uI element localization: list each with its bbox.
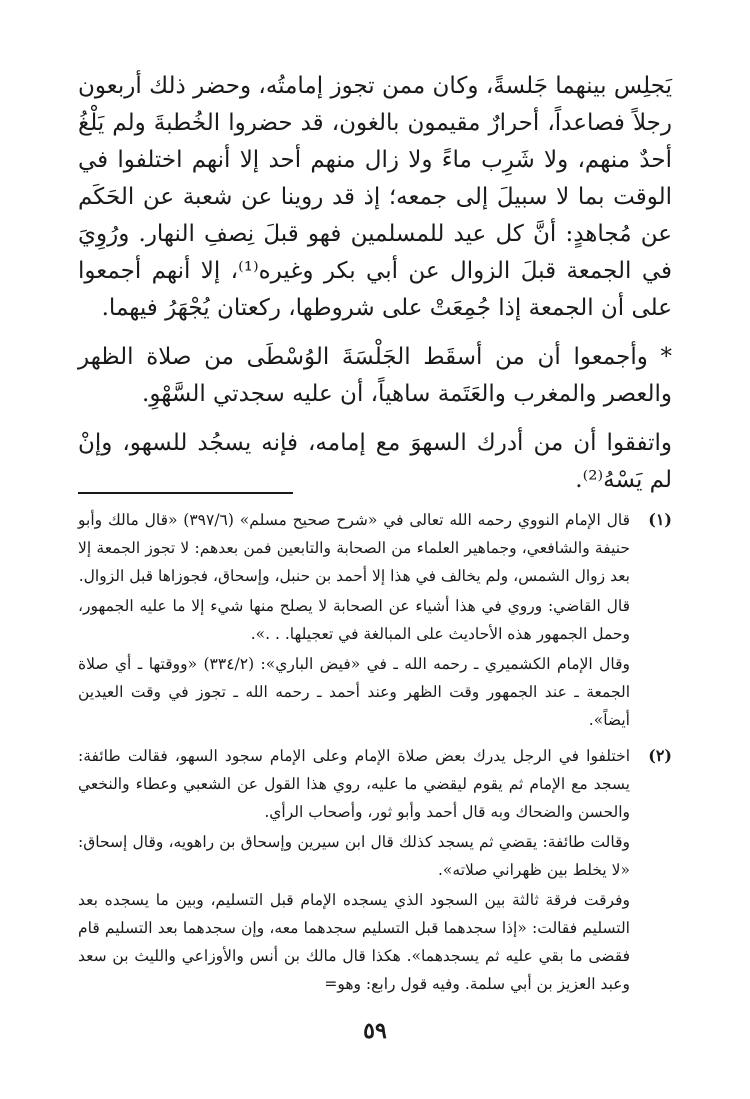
footnote-1-paragraph-1: قال الإمام النووي رحمه الله تعالى في «شرح صحيح مسلم» (٣٩٧/٦) «قال مالك وأبو حنيفة والشافعي، وجماهير العلماء من الصحابة والتابعين فمن بعدهم: لا تجوز الجمعة إلا بعد زوال الشمس، ولم يخالف في هذا إلا أحمد بن حنبل، وإسحاق، فجوزاها قبل الزوال. <box>78 511 630 585</box>
page-number: ٥٩ <box>363 1018 387 1044</box>
footnote-2-paragraph-2: وقالت طائفة: يقضي ثم يسجد كذلك قال ابن سيرين وإسحاق بن راهويه، وقال إسحاق: «لا يخلط بين ظهراني صلاته». <box>78 833 630 879</box>
footnote-2-number: (٢) <box>648 746 672 765</box>
footnote-1 <box>78 506 672 736</box>
footnote-2 <box>78 742 672 1000</box>
footnote-2-body <box>78 742 630 1000</box>
main-paragraph-1: يَجلِس بينهما جَلسةً، وكان ممن تجوز إمامتُه، وحضر ذلك أربعون رجلاً فصاعداً، أحرارٌ مقيمون بالغون، قد حضروا الخُطبةَ ولم يَلْغُ أحدٌ منهم، ولا شَرِب ماءً ولا زال منهم أحد إلا أنهم اختلفوا في الوقت بما لا سبيلَ إلى جمعه؛ إذ قد روينا عن شعبة عن الحَكَم عن مُجاهدٍ: أنَّ كل عيد للمسلمين فهو قبلَ نِصفِ النهار. ورُوِيَ في الجمعة قبلَ الزوال عن أبي بكر وغيره⁽¹⁾، إلا أنهم أجمعوا على أن الجمعة إذا جُمِعَتْ على شروطها، ركعتان يُجْهَرُ فيهما. <box>78 73 673 321</box>
footnote-separator <box>78 492 293 494</box>
footnote-1-number: (١) <box>648 510 672 529</box>
footnote-1-body <box>78 506 630 736</box>
footnote-2-paragraph-3: وفرقت فرقة ثالثة بين السجود الذي يسجده الإمام قبل التسليم، وبين ما يسجده بعد التسليم فقالت: «إذا سجدهما قبل التسليم سجدهما معه، وإن سجدهما بعد التسليم قام فقضى ما بقي عليه ثم يسجدهما». هكذا قال مالك بن أنس والأوزاعي والليث بن سعد وعبد العزيز بن أبي سلمة. وفيه قول رابع: وهو= <box>78 891 630 993</box>
footnote-1-paragraph-3: وقال الإمام الكشميري ـ رحمه الله ـ في «فيض الباري»: (٣٣٤/٢) «ووقتها ـ أي صلاة الجمعة ـ عند الجمهور وقت الظهر وعند أحمد ـ رحمه الله ـ تجوز في وقت العيدين أيضاً». <box>78 655 630 729</box>
footnote-2-paragraph-1: اختلفوا في الرجل يدرك بعض صلاة الإمام وعلى الإمام سجود السهو، فقالت طائفة: يسجد مع الإمام ثم يقوم ليقضي ما عليه، روي هذا القول عن الشعبي وعطاء والنخعي والحسن والضحاك وبه قال أحمد وأبو ثور، وأصحاب الرأي. <box>78 747 630 821</box>
footnote-1-paragraph-2: قال القاضي: وروي في هذا أشياء عن الصحابة لا يصلح منها شيء إلا ما عليه الجمهور، وحمل الجمهور هذه الأحاديث على المبالغة في تعجيلها. . .». <box>78 597 630 643</box>
main-paragraph-3: واتفقوا أن من أدرك السهوَ مع إمامه، فإنه يسجُد للسهو، وإنْ لم يَسْهُ⁽²⁾. <box>78 430 672 493</box>
main-paragraph-2: * وأجمعوا أن من أسقَط الجَلْسَةَ الوُسْطَى من صلاة الظهر والعصر والمغرب والعَتَمة ساهياً، أن عليه سجدتي السَّهْوِ. <box>78 344 672 407</box>
main-text <box>78 68 672 499</box>
footnotes <box>78 506 672 1006</box>
